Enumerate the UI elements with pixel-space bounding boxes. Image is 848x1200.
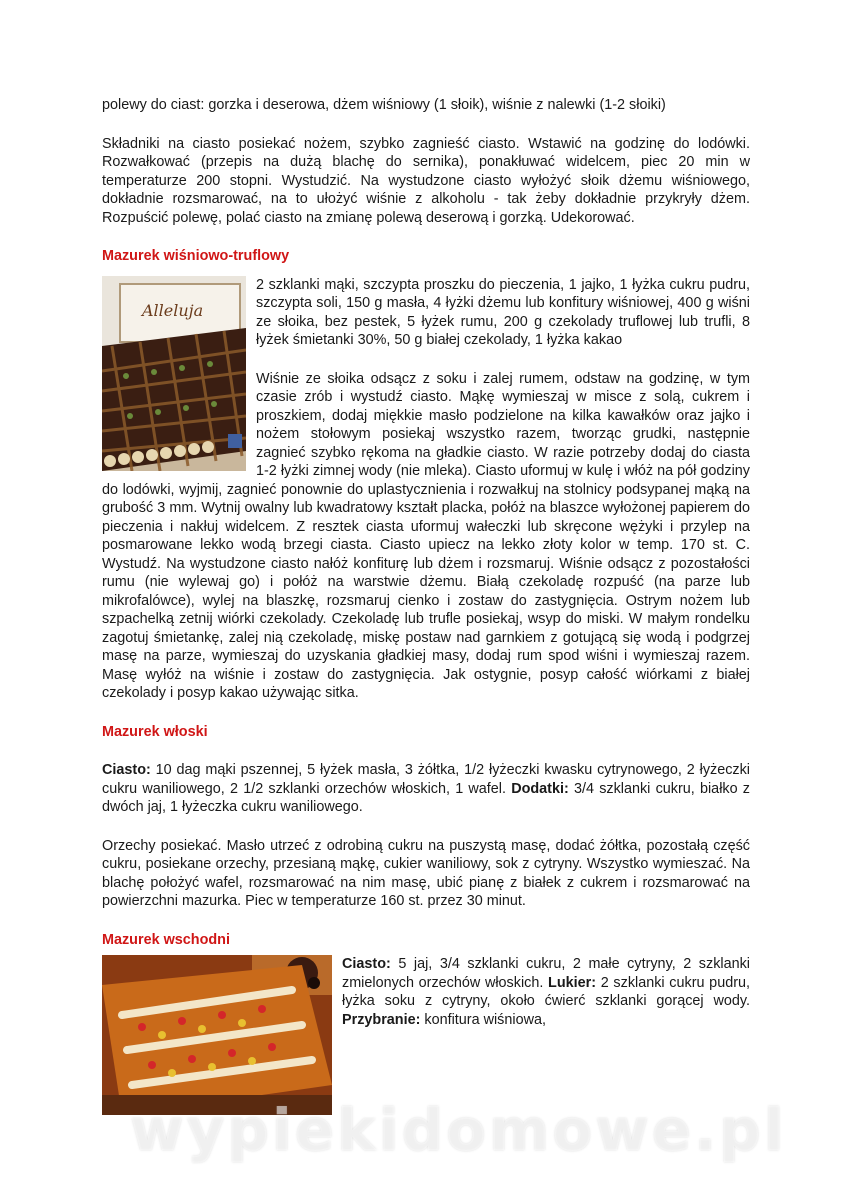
ciasto-text: 10 dag mąki pszennej, 5 łyżek masła, 3 żółtka, 1/2 łyżeczki kwasku cytrynowego, 2 łyżeczki cukru waniliowego, 2 1/2 szklanki orzechów włoskich, 1 wafel.	[102, 762, 750, 797]
dodatki-label: Dodatki:	[511, 780, 569, 797]
recipe-title-wloski: Mazurek włoski	[102, 723, 208, 740]
ciasto-label-wschodni: Ciasto:	[342, 956, 391, 972]
recipe1-method: Wiśnie ze słoika odsącz z soku i zalej rumem, odstaw na godzinę, w tym czasie zrób i wystudź ciasto. Mąkę wymieszaj w misce z solą, cukrem i proszkiem, dodaj miękkie masło podzielone na kilka kawałków oraz jajko i nożem stołowym posiekaj wszystko razem, tworząc grudki, następnie zagnieć szybko rękoma na gładkie ciasto. W razie potrzeby dodaj do ciasta 1-2 łyżki zimnej wody (nie mleka). Ciasto uformuj w kulę i włóż na pół godziny do lodówki, wyjmij, zagnieć ponownie do uplastycznienia i rozwałkuj na stolnicy podsypanej mąką na grubość 3 mm. Wytnij owalny lub kwadratowy kształt placka, połóż na blaszce wyłożonej papierem do pieczenia i nakłuj widelcem. Z resztek ciasta uformuj wałeczki lub skręcone wężyki i przylep na posmarowane lekko wodą brzegi ciasta. Ciasto upiecz na lekko złoty kolor w temp. 170 st. C. Wystudź. Na wystudzone ciasto nałóż konfiturę lub dżem i rozsmaruj. Wiśnie odsącz z pozostałości rumu (nie wylewaj go) i połóż na warstwie dżemu. Białą czekoladę rozpuść (na parze lub mikrofalówce), wylej na blaszkę, rozsmaruj cienko i zostaw do zastygnięcia. Ostrym nożem lub szpachelką zetnij wiórki czekolady. Czekoladę lub trufle posiekaj, wsyp do miski. W małym rondelku zagotuj śmietankę, zalej nią czekoladę, miskę postaw nad garnkiem z gotującą się wodą i podgrzej masę na parze, wymieszaj do uzyskania gładkiej masy, dodaj rum spod wiśni i wymieszaj razem. Masę wyłóż na wiśnie i zostaw do zastygnięcia. Jak ostygnie, posyp całość wiórkami z białej czekolady i posyp kakao używając sitka.	[102, 370, 750, 701]
lukier-label: Lukier:	[548, 974, 597, 991]
lukier-text: 2 szklanki cukru pudru, łyżka soku z cytryny, około ćwierć szklanki gorącej wody.	[342, 974, 750, 1009]
recipe1-ingredients: 2 szklanki mąki, szczypta proszku do pieczenia, 1 jajko, 1 łyżka cukru pudru, szczypta soli, 150 g masła, 4 łyżki dżemu lub konfitury wiśniowej, 400 g wiśni ze słoika, bez pestek, 5 łyżek rumu, 200 g czekolady truflowej lub trufli, 8 łyżek śmietanki 30%, 50 g białej czekolady, 1 łyżka kakao	[256, 276, 750, 348]
recipe-title-wisniowo-truflowy: Mazurek wiśniowo-truflowy	[102, 248, 290, 264]
intro-paragraph-1: polewy do ciast: gorzka i deserowa, dżem wiśniowy (1 słoik), wiśnie z nalewki (1-2 słoiki)	[102, 97, 666, 113]
recipe-title-wschodni: Mazurek wschodni	[102, 931, 230, 948]
dodatki-text: 3/4 szklanki cukru, białko z dwóch jaj, 1 łyżeczka cukru waniliowego.	[102, 780, 750, 815]
przybranie-label: Przybranie:	[342, 1011, 421, 1028]
document-page	[102, 96, 750, 1119]
ciasto-text-wschodni: 5 jaj, 3/4 szklanki cukru, 2 małe cytryny, 2 szklanki zmielonych orzechów włoskich.	[342, 956, 750, 991]
recipe2-method: Orzechy posiekać. Masło utrzeć z odrobiną cukru na puszystą masę, dodać żółtka, pozostałą część cukru, posiekane orzechy, przesianą mąkę, cukier waniliowy, sok z cytryny. Wszystko wymieszać. Na blachę położyć wafel, rozsmarować na nim masę, ubić pianę z białek z cukrem i rozsmarować na powierzchni mazurka. Piec w temperaturze 160 st. przez 30 minut.	[102, 837, 750, 909]
ciasto-label: Ciasto:	[102, 762, 151, 778]
alleluja-inscription: Alleluja	[142, 300, 204, 320]
intro-paragraph-2: Składniki na ciasto posiekać nożem, szybko zagnieść ciasto. Wstawić na godzinę do lodówki. Rozwałkować (przepis na dużą blachę do sernika), ponakłuwać widelcem, piec 20 min w temperaturze 200 stopni. Wystudzić. Na wystudzone ciasto wyłożyć słoik dżemu wiśniowego, dokładnie rozsmarować, na to ułożyć wiśnie z alkoholu - tak żeby dokładnie przykryły dżem. Rozpuścić polewę, polać ciasto na zmianę polewą deserową i gorzką. Udekorować.	[102, 135, 750, 226]
watermark: wypiekidomowe.pl	[130, 1096, 787, 1164]
photo-mazurek-wschodni	[102, 955, 332, 1115]
photo-mazurek-wisniowo-truflowy	[102, 276, 246, 471]
przybranie-text: konfitura wiśniowa,	[420, 1011, 546, 1028]
recipe2-ingredients	[102, 761, 750, 817]
